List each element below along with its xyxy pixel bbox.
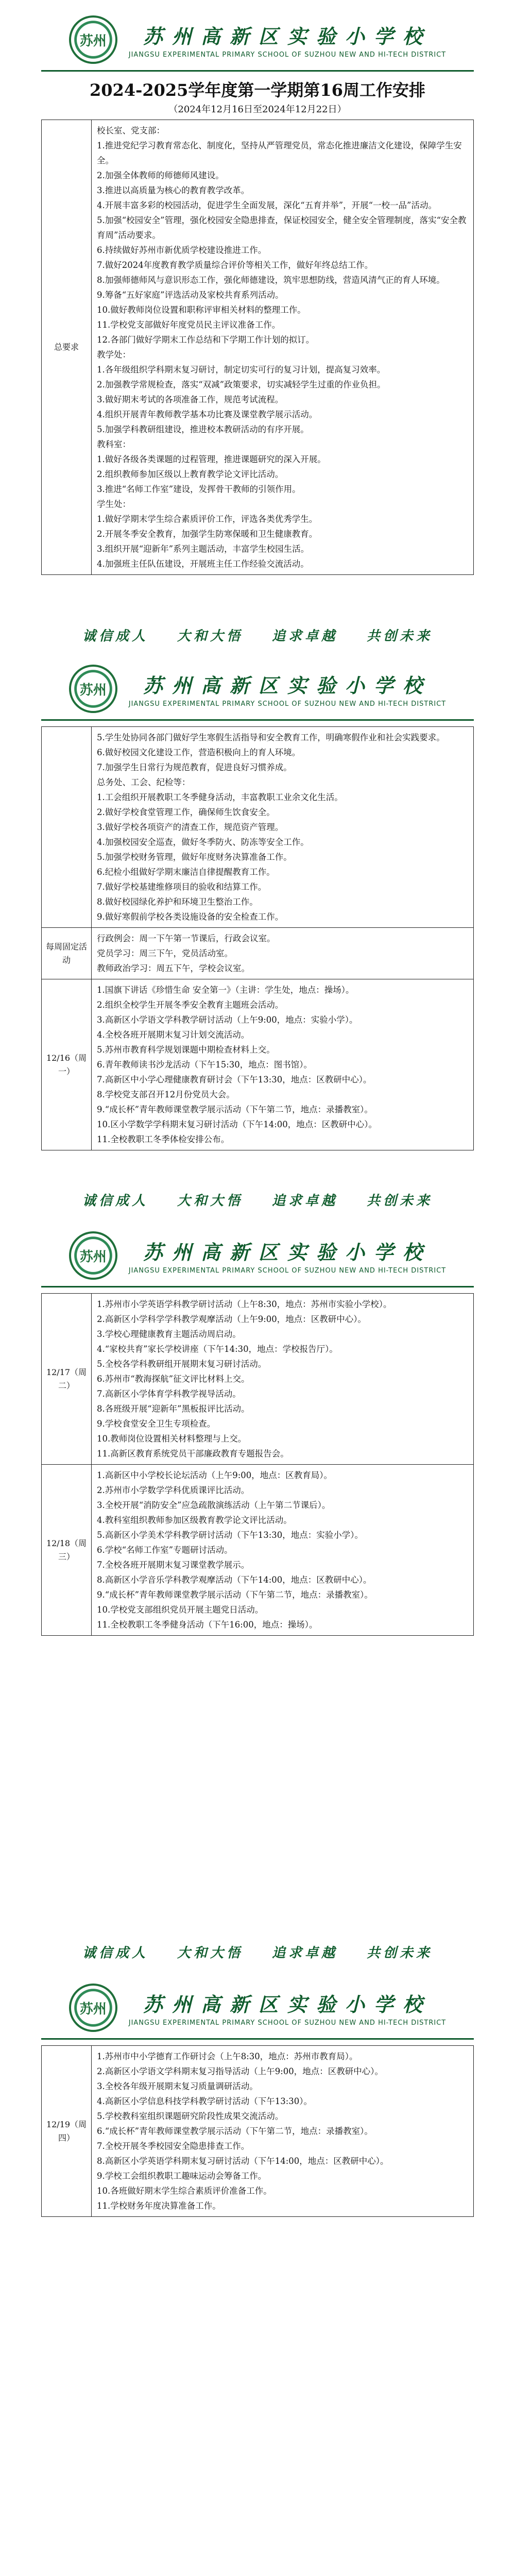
- table-row: 每周固定活动 行政例会：周一下午第一节课后，行政会议室。 党员学习：周三下午，党员活动室。 教师政治学习：周五下午，学校会议室。: [42, 928, 474, 979]
- row-content: [92, 928, 474, 979]
- plan-line: 6.“成长杯”青年教师课堂教学展示活动（下午第二节，地点：录播教室）。: [97, 2126, 373, 2136]
- school-name: 苏州高新区实验小学校: [143, 25, 432, 48]
- plan-line: 3.全校各年级开展期末复习质量调研活动。: [97, 2081, 258, 2091]
- plan-line: 1.国旗下讲话《珍惜生命 安全第一》（主讲：学生处，地点：操场）。: [97, 985, 354, 995]
- table-row: 12/16（周一） 1.国旗下讲话《珍惜生命 安全第一》（主讲：学生处，地点：操场）。 2.组织全校学生开展冬季安全教育主题班会活动。 3.高新区小学语文学科教学研讨活动（上午9:00，地点：实验小学）。 4.全校各班开展期末复习计划交流活动。 5.苏州市教育科学规划课题中期检查材料上交。 6.青年教师读书沙龙活动（下午15:30，地点：图书馆）。 7.高新区中小学心理健康教育研讨会（下午13:30，地点：区教研中心）。 8.学校党支部召开12月份党员大会。 9.“成长杯”青年教师课堂教学展示活动（下午第二节，地点：录播教室）。 10.区小学数学学科期末复习研讨活动（下午14:00，地点：区教研中心）。 11.全校教职工冬季体检安排公布。: [42, 979, 474, 1150]
- table-row: 12/19（周四） 1.苏州市中小学德育工作研讨会（上午8:30，地点：苏州市教育局）。 2.高新区小学语文学科期末复习指导活动（上午9:00，地点：区教研中心）。 3.全校各年级开展期末复习质量调研活动。 4.高新区小学信息科技学科教学研讨活动（下午13:30）。 5.学校教科室组织课题研究阶段性成果交流活动。 6.“成长杯”青年教师课堂教学展示活动（下午第二节，地点：录播教室）。 7.全校开展冬季校园安全隐患排查工作。 8.高新区小学英语学科期末复习研讨活动（下午14:00，地点：区教研中心）。 9.学校工会组织教职工趣味运动会筹备工作。 10.各班做好期末学生综合素质评价准备工作。 11.学校财务年度决算准备工作。: [42, 2046, 474, 2217]
- plan-line: 3.高新区小学语文学科教学研讨活动（上午9:00，地点：实验小学）。: [97, 1015, 358, 1025]
- row-content: [92, 2046, 474, 2217]
- page-4: [0, 1973, 515, 2576]
- header-rule: [41, 2038, 474, 2040]
- plan-line: 7.加强学生日常行为规范教育，促进良好习惯养成。: [97, 762, 292, 772]
- table-row: [42, 727, 474, 928]
- page-1: [0, 0, 515, 608]
- school-logo: 苏州: [69, 1231, 117, 1280]
- plan-line: 6.纪检小组做好学期末廉洁自律提醒教育工作。: [97, 867, 275, 877]
- plan-line: 行政例会：周一下午第一节课后，行政会议室。: [97, 934, 276, 943]
- plan-line: 8.各班级开展“迎新年”黑板报评比活动。: [97, 1404, 250, 1414]
- plan-line: 11.高新区教育系统党员干部廉政教育专题报告会。: [97, 1449, 289, 1459]
- plan-line: 3.学校心理健康教育主题活动周启动。: [97, 1329, 241, 1339]
- header-rule: [41, 719, 474, 721]
- plan-line: 2.组织全校学生开展冬季安全教育主题班会活动。: [97, 1000, 284, 1010]
- plan-line: 4.开展丰富多彩的校园活动，促进学生全面发展，深化“五育并举”，开展“一校一品”活动。: [97, 200, 437, 210]
- plan-line: 教科室：: [97, 439, 131, 449]
- plan-line: 7.高新区小学体育学科教学视导活动。: [97, 1389, 241, 1399]
- plan-line: 4.组织开展青年教师教学基本功比赛及课堂教学展示活动。: [97, 410, 318, 419]
- plan-line: 6.青年教师读书沙龙活动（下午15:30，地点：图书馆）。: [97, 1060, 313, 1070]
- plan-line: 7.做好学校基建维修项目的验收和结算工作。: [97, 882, 267, 892]
- letterhead: [62, 11, 453, 68]
- plan-line: 5.加强“校园安全”管理，强化校园安全隐患排查，保证校园安全，健全安全管理制度，落实“安全教育周”活动要求。: [97, 215, 467, 240]
- row-day: 总要求: [42, 120, 92, 575]
- plan-line: 8.做好校园绿化养护和环境卫生整治工作。: [97, 897, 258, 907]
- plan-line: 8.加强师德师风与意识形态工作，强化师德建设，筑牢思想防线，营造风清气正的育人环境。: [97, 275, 445, 285]
- plan-line: 2.加强全体教师的师德师风建设。: [97, 171, 224, 180]
- plan-line: 总务处、工会、纪检等：: [97, 777, 191, 787]
- plan-line: 5.高新区小学美术学科教学研讨活动（下午13:30，地点：实验小学）。: [97, 1530, 364, 1540]
- plan-line: 9.学校工会组织教职工趣味运动会筹备工作。: [97, 2171, 267, 2181]
- plan-line: 3.推进以高质量为核心的教育教学改革。: [97, 185, 250, 195]
- plan-line: 10.各班做好期末学生综合素质评价准备工作。: [97, 2186, 272, 2196]
- plan-line: 教学处：: [97, 350, 131, 360]
- plan-line: 1.苏州市小学英语学科教学研讨活动（上午8:30，地点：苏州市实验小学校）。: [97, 1299, 392, 1309]
- row-content: [92, 1294, 474, 1465]
- motto-band: 诚信成人 大和大悟 追求卓越 共创未来: [82, 1945, 433, 1961]
- plan-line: 3.组织开展“迎新年”系列主题活动，丰富学生校园生活。: [97, 544, 310, 554]
- plan-line: 9.学校食堂安全卫生专项检查。: [97, 1419, 216, 1429]
- school-logo: 苏州: [69, 1984, 117, 2032]
- plan-line: 4.加强班主任队伍建设，开展班主任工作经验交流活动。: [97, 559, 309, 569]
- plan-line: 1.工会组织开展教职工冬季健身活动，丰富教职工业余文化生活。: [97, 792, 343, 802]
- plan-line: 7.做好2024年度教育教学质量综合评价等相关工作，做好年终总结工作。: [97, 260, 373, 270]
- plan-line: 5.学生处协同各部门做好学生寒假生活指导和安全教育工作，明确寒假作业和社会实践要求。: [97, 733, 445, 742]
- letterhead: 苏州 苏州高新区实验小学校 JIANGSU EXPERIMENTAL PRIMARY SCHOOL OF SUZHOU NEW AND HI-TECH DISTRICT: [62, 1979, 453, 2036]
- plan-line: 校长室、党支部：: [97, 126, 165, 135]
- plan-line: 5.加强学校财务管理，做好年度财务决算准备工作。: [97, 852, 292, 862]
- plan-line: 8.学校党支部召开12月份党员大会。: [97, 1090, 235, 1099]
- plan-line: 1.各年级组织学科期末复习研讨，制定切实可行的复习计划，提高复习效率。: [97, 365, 386, 375]
- plan-line: 12.各部门做好学期末工作总结和下学期工作计划的拟订。: [97, 335, 315, 345]
- work-plan-table-part-1: [41, 120, 474, 575]
- page-2: [0, 654, 515, 1170]
- school-logo: 苏州: [69, 665, 117, 713]
- plan-line: 1.做好各级各类课题的过程管理，推进课题研究的深入开展。: [97, 454, 326, 464]
- work-plan-table-part-3: [41, 1293, 474, 1636]
- school-logo: 苏州: [69, 15, 117, 64]
- plan-line: 6.苏州市“教海探航”征文评比材料上交。: [97, 1374, 250, 1384]
- table-row: 12/18（周三） 1.高新区中小学校长论坛活动（上午9:00，地点：区教育局）。 2.苏州市小学数学学科优质课评比活动。 3.全校开展“消防安全”应急疏散演练活动（上午第二节课后）。 4.教科室组织教师参加区级教育教学论文评比活动。 5.高新区小学美术学科教学研讨活动（下午13:30，地点：实验小学）。 6.学校“名师工作室”专题研讨活动。 7.全校各班开展期末复习课堂教学展示。 8.高新区小学音乐学科教学观摩活动（下午14:00，地点：区教研中心）。 9.“成长杯”青年教师课堂教学展示活动（下午第二节，地点：录播教室）。 10.学校党支部组织党员开展主题党日活动。 11.全校教职工冬季健身活动（下午16:00，地点：操场）。: [42, 1465, 474, 1636]
- plan-line: 2.开展冬季安全教育，加强学生防寒保暖和卫生健康教育。: [97, 529, 318, 539]
- plan-line: 1.高新区中小学校长论坛活动（上午9:00，地点：区教育局）。: [97, 1470, 333, 1480]
- row-content: [92, 727, 474, 928]
- table-row: 12/17（周二） 1.苏州市小学英语学科教学研讨活动（上午8:30，地点：苏州市实验小学校）。 2.高新区小学科学学科教学观摩活动（上午9:00，地点：区教研中心）。 3.学校心理健康教育主题活动周启动。 4.“家校共育”家长学校讲座（下午14:30，地点：学校报告厅）。 5.全校各学科教研组开展期末复习研讨活动。 6.苏州市“教海探航”征文评比材料上交。 7.高新区小学体育学科教学视导活动。 8.各班级开展“迎新年”黑板报评比活动。 9.学校食堂安全卫生专项检查。 10.教师岗位设置相关材料整理与上交。 11.高新区教育系统党员干部廉政教育专题报告会。: [42, 1294, 474, 1465]
- plan-line: 3.全校开展“消防安全”应急疏散演练活动（上午第二节课后）。: [97, 1500, 331, 1510]
- plan-line: 8.高新区小学音乐学科教学观摩活动（下午14:00，地点：区教研中心）。: [97, 1575, 372, 1585]
- page-title: 2024-2025学年度第一学期第16周工作安排: [90, 80, 425, 100]
- plan-line: 8.高新区小学英语学科期末复习研讨活动（下午14:00，地点：区教研中心）。: [97, 2156, 389, 2166]
- date-range: （2024年12月16日至2024年12月22日）: [168, 104, 347, 115]
- plan-line: 11.全校教职工冬季体检安排公布。: [97, 1134, 230, 1144]
- table-row: [42, 120, 474, 575]
- row-content: [92, 1465, 474, 1636]
- work-plan-table-part-2: [41, 726, 474, 1150]
- school-name-en: JIANGSU EXPERIMENTAL PRIMARY SCHOOL OF SUZHOU NEW AND HI-TECH DISTRICT: [128, 51, 447, 59]
- plan-line: 11.全校教职工冬季健身活动（下午16:00，地点：操场）。: [97, 1620, 318, 1630]
- plan-line: 10.区小学数学学科期末复习研讨活动（下午14:00，地点：区教研中心）。: [97, 1120, 377, 1129]
- plan-line: 4.全校各班开展期末复习计划交流活动。: [97, 1030, 250, 1040]
- plan-line: 学生处：: [97, 499, 131, 509]
- plan-line: 教师政治学习：周五下午，学校会议室。: [97, 963, 250, 973]
- plan-line: 3.做好学校各项资产的清查工作，规范资产管理。: [97, 822, 284, 832]
- plan-line: 4.教科室组织教师参加区级教育教学论文评比活动。: [97, 1515, 292, 1525]
- row-content: [92, 120, 474, 575]
- plan-line: 6.做好校园文化建设工作，营造积极向上的育人环境。: [97, 748, 301, 757]
- letterhead: 苏州 苏州高新区实验小学校 JIANGSU EXPERIMENTAL PRIMARY SCHOOL OF SUZHOU NEW AND HI-TECH DISTRICT: [62, 1227, 453, 1284]
- plan-line: 11.学校财务年度决算准备工作。: [97, 2201, 221, 2211]
- plan-line: 6.持续做好苏州市新优质学校建设推进工作。: [97, 245, 267, 255]
- plan-line: 5.全校各学科教研组开展期末复习研讨活动。: [97, 1359, 267, 1369]
- plan-line: 2.高新区小学语文学科期末复习指导活动（上午9:00，地点：区教研中心）。: [97, 2066, 384, 2076]
- plan-line: 2.做好学校食堂管理工作，确保师生饮食安全。: [97, 807, 275, 817]
- plan-line: 2.加强教学常规检查，落实“双减”政策要求，切实减轻学生过重的作业负担。: [97, 380, 386, 389]
- plan-line: 10.做好教师岗位设置和职称评审相关材料的整理工作。: [97, 305, 306, 315]
- plan-line: 7.高新区中小学心理健康教育研讨会（下午13:30，地点：区教研中心）。: [97, 1075, 372, 1084]
- header-rule: [41, 70, 474, 72]
- plan-line: 3.做好期末考试的各项准备工作，规范考试流程。: [97, 395, 284, 404]
- plan-line: 9.“成长杯”青年教师课堂教学展示活动（下午第二节，地点：录播教室）。: [97, 1105, 373, 1114]
- motto-band: 诚信成人 大和大悟 追求卓越 共创未来: [82, 629, 433, 644]
- motto-band: 诚信成人 大和大悟 追求卓越 共创未来: [82, 1193, 433, 1209]
- plan-line: 9.做好寒假前学校各类设施设备的安全检查工作。: [97, 912, 284, 922]
- plan-line: 2.组织教师参加区级以上教育教学论文评比活动。: [97, 469, 284, 479]
- plan-line: 10.教师岗位设置相关材料整理与上交。: [97, 1434, 247, 1444]
- plan-line: 3.推进“名师工作室”建设，发挥骨干教师的引领作用。: [97, 484, 301, 494]
- header-rule: [41, 1286, 474, 1287]
- plan-line: 9.筹备“五好家庭”评选活动及家校共育系列活动。: [97, 290, 284, 300]
- plan-line: 7.全校各班开展期末复习课堂教学展示。: [97, 1560, 250, 1570]
- plan-line: 1.推进党纪学习教育常态化、制度化，坚持从严管理党员，常态化推进廉洁文化建设，保障学生安全。: [97, 141, 462, 165]
- plan-line: 6.学校“名师工作室”专题研讨活动。: [97, 1545, 233, 1555]
- plan-line: 5.学校教科室组织课题研究阶段性成果交流活动。: [97, 2111, 284, 2121]
- plan-line: 2.苏州市小学数学学科优质课评比活动。: [97, 1485, 250, 1495]
- plan-line: 党员学习：周三下午，党员活动室。: [97, 948, 233, 958]
- plan-line: 11.学校党支部做好年度党员民主评议准备工作。: [97, 320, 281, 330]
- plan-line: 2.高新区小学科学学科教学观摩活动（上午9:00，地点：区教研中心）。: [97, 1314, 367, 1324]
- plan-line: 4.“家校共育”家长学校讲座（下午14:30，地点：学校报告厅）。: [97, 1344, 338, 1354]
- plan-line: 9.“成长杯”青年教师课堂教学展示活动（下午第二节，地点：录播教室）。: [97, 1590, 373, 1600]
- plan-line: 10.学校党支部组织党员开展主题党日活动。: [97, 1605, 264, 1615]
- plan-line: 5.苏州市教育科学规划课题中期检查材料上交。: [97, 1045, 275, 1055]
- plan-line: 4.加强校园安全巡查，做好冬季防火、防冻等安全工作。: [97, 837, 309, 847]
- plan-line: 7.全校开展冬季校园安全隐患排查工作。: [97, 2141, 250, 2151]
- plan-line: 1.苏州市中小学德育工作研讨会（上午8:30，地点：苏州市教育局）。: [97, 2052, 358, 2061]
- work-plan-table-part-4: [41, 2045, 474, 2217]
- plan-line: 4.高新区小学信息科技学科教学研讨活动（下午13:30）。: [97, 2096, 313, 2106]
- plan-line: 5.加强学科教研组建设，推进校本教研活动的有序开展。: [97, 425, 309, 434]
- letterhead: 苏州 苏州高新区实验小学校 JIANGSU EXPERIMENTAL PRIMARY SCHOOL OF SUZHOU NEW AND HI-TECH DISTRICT: [62, 660, 453, 717]
- page-3: [0, 1221, 515, 1922]
- row-content: [92, 979, 474, 1150]
- plan-line: 1.做好学期末学生综合素质评价工作，评选各类优秀学生。: [97, 514, 318, 524]
